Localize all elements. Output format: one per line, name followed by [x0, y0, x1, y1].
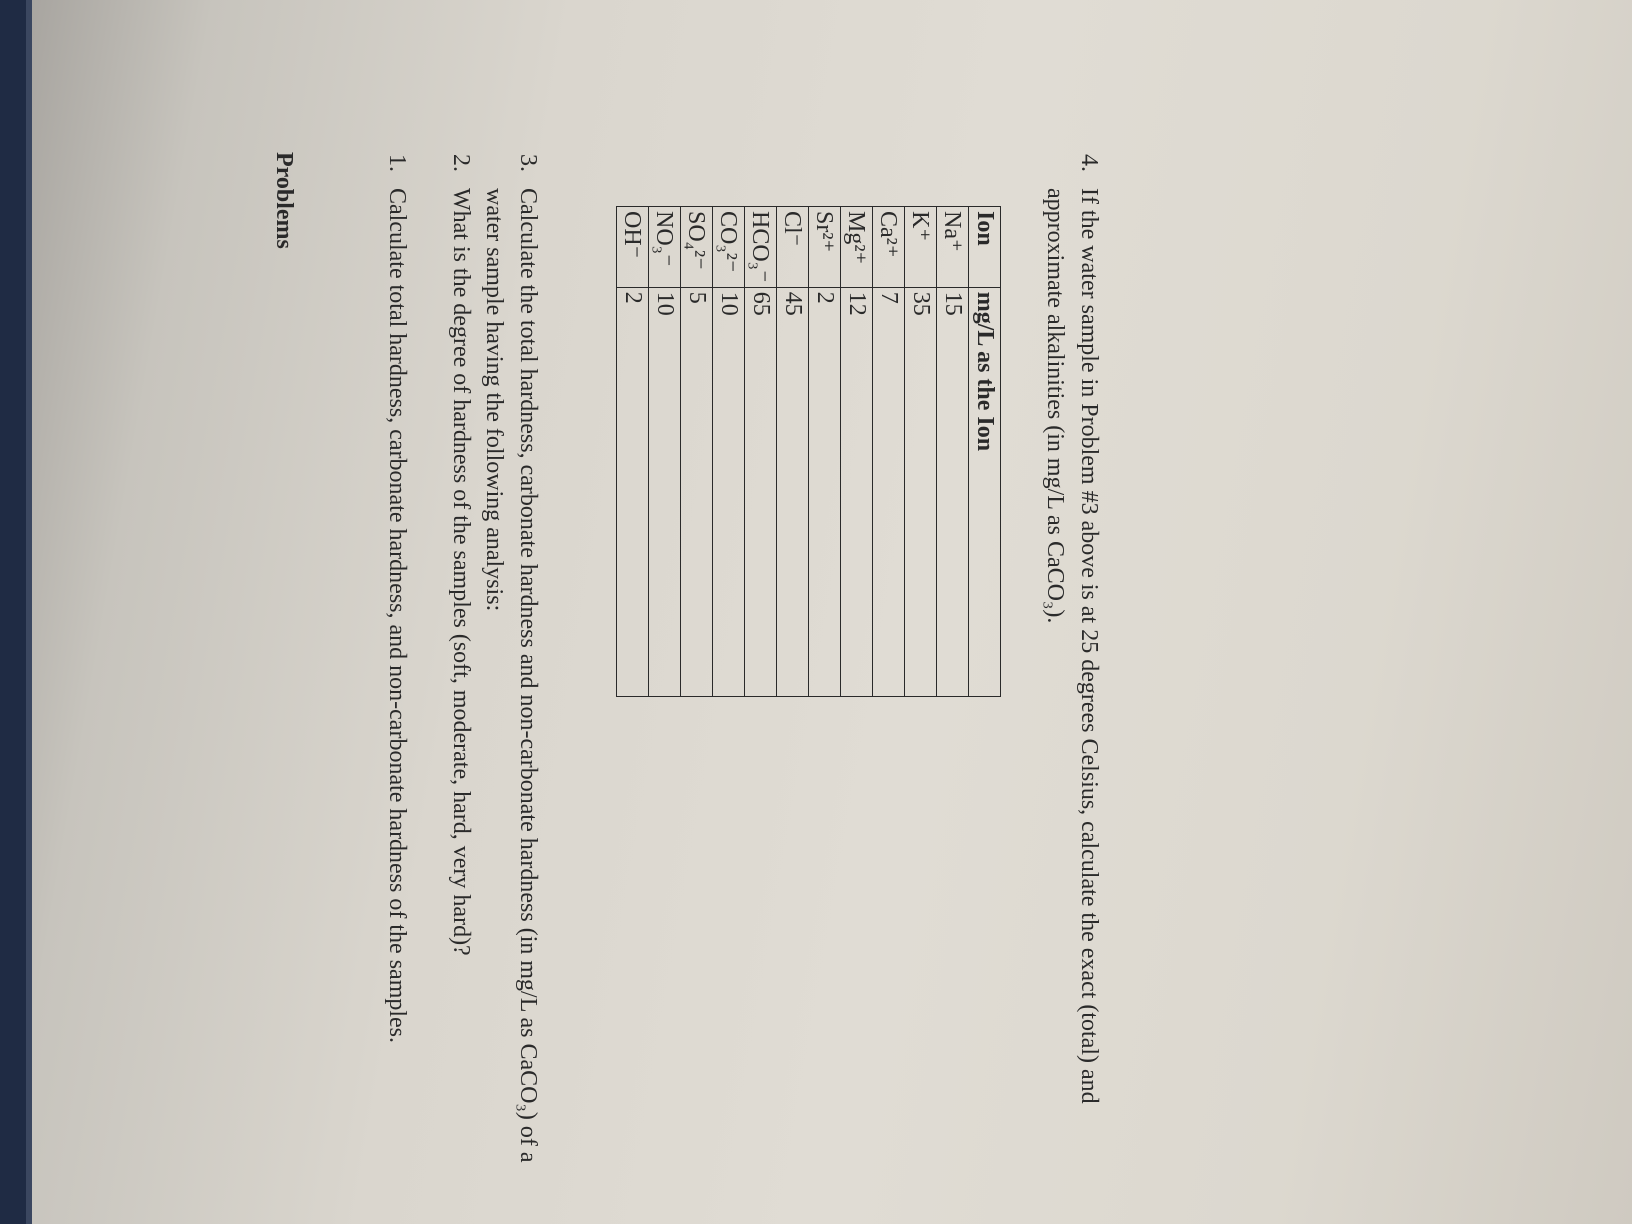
table-row [713, 207, 745, 697]
problem-number: 4. [1076, 154, 1102, 172]
value-cell: 5 [681, 287, 713, 696]
table-row [649, 207, 681, 697]
table-row [617, 207, 649, 697]
value-cell: 45 [777, 287, 809, 696]
ion-cell: Sr²⁺ [809, 207, 841, 288]
problem-text: What is the degree of hardness of the samples (soft, moderate, hard, very hard)? [448, 188, 474, 956]
value-cell: 12 [841, 287, 873, 696]
column-header-value: mg/L as the Ion [969, 287, 1001, 696]
problem-number: 2. [448, 154, 474, 172]
column-header-ion: Ion [969, 207, 1001, 288]
ion-cell: OH⁻ [617, 207, 649, 288]
table-row [873, 207, 905, 697]
value-cell: 35 [905, 287, 937, 696]
value-cell: 2 [809, 287, 841, 696]
table-row [905, 207, 937, 697]
ion-analysis-table [616, 206, 1001, 697]
value-cell: 10 [649, 287, 681, 696]
ion-cell: NO₃⁻ [649, 207, 681, 288]
value-cell: 2 [617, 287, 649, 696]
table-row [841, 207, 873, 697]
ion-cell: Mg²⁺ [841, 207, 873, 288]
problem-text: If the water sample in Problem #3 above is at 25 degrees Celsius, calculate the exact (total) and approximate alkalinities (in mg/L as CaCO₃). [1042, 188, 1102, 1104]
table-row [809, 207, 841, 697]
ion-cell: K⁺ [905, 207, 937, 288]
ion-cell: SO₄²⁻ [681, 207, 713, 288]
value-cell: 7 [873, 287, 905, 696]
table-row [937, 207, 969, 697]
page-heading: Problems [271, 152, 297, 249]
problem-number: 1. [384, 154, 410, 172]
value-cell: 10 [713, 287, 745, 696]
problem-text: Calculate the total hardness, carbonate hardness and non-carbonate hardness (in mg/L as CaCO₃) of a water sample having the following analysis: [481, 188, 541, 1163]
value-cell: 65 [745, 287, 777, 696]
table-row [745, 207, 777, 697]
ion-cell: HCO₃⁻ [745, 207, 777, 288]
table-header-row [969, 207, 1001, 697]
ion-cell: Ca²⁺ [873, 207, 905, 288]
table-row [681, 207, 713, 697]
ion-cell: Cl⁻ [777, 207, 809, 288]
value-cell: 15 [937, 287, 969, 696]
problem-number: 3. [515, 154, 541, 172]
ion-cell: Na⁺ [937, 207, 969, 288]
table-row [777, 207, 809, 697]
ion-cell: CO₃²⁻ [713, 207, 745, 288]
problem-text: Calculate total hardness, carbonate hardness, and non-carbonate hardness of the samples. [384, 188, 410, 1044]
